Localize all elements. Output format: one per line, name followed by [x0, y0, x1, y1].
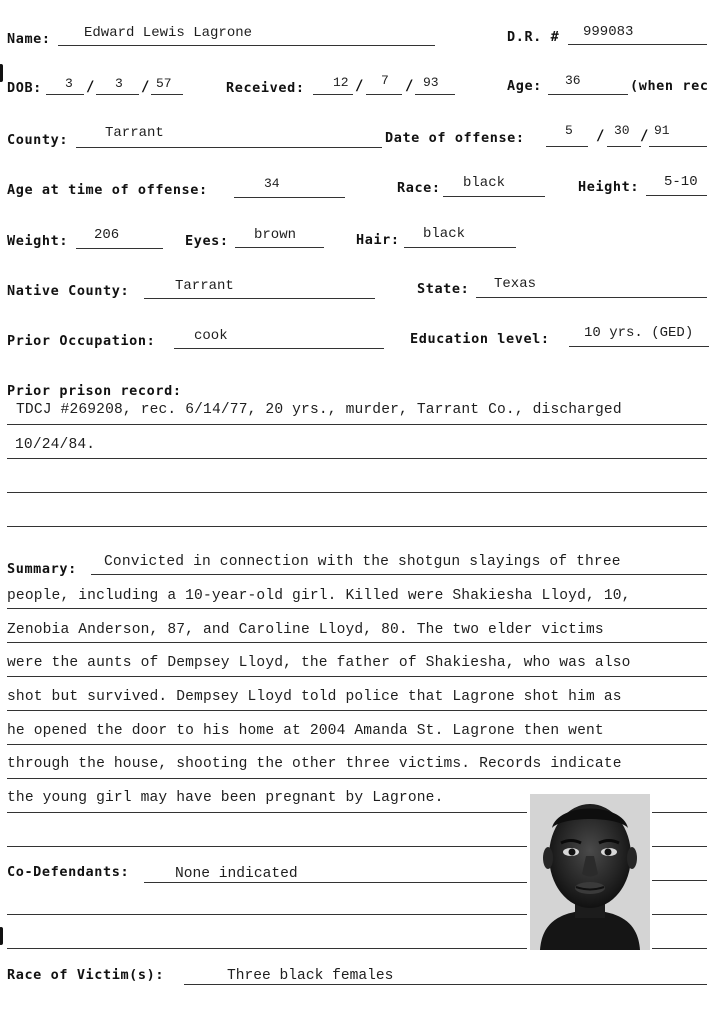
offense-year: 91 — [654, 123, 670, 138]
dob-month-underline — [46, 94, 84, 95]
offense-month-underline — [546, 146, 588, 147]
received-label: Received: — [226, 80, 305, 96]
state-label: State: — [417, 281, 470, 297]
prior-record-line: 10/24/84. — [15, 437, 96, 453]
race-of-victims-label: Race of Victim(s): — [7, 967, 165, 983]
inmate-photo — [530, 794, 650, 950]
offense-month: 5 — [565, 123, 573, 138]
prior-occupation-label: Prior Occupation: — [7, 333, 156, 349]
summary-line: were the aunts of Dempsey Lloyd, the father of Shakiesha, who was also — [7, 655, 631, 671]
dr-value: 999083 — [583, 24, 634, 40]
hair-value: black — [423, 226, 466, 242]
age-value: 36 — [565, 73, 581, 88]
name-label: Name: — [7, 31, 51, 47]
weight-underline — [76, 248, 163, 249]
binder-mark — [0, 64, 3, 82]
summary-label: Summary: — [7, 561, 77, 577]
received-year: 93 — [423, 75, 439, 90]
weight-label: Weight: — [7, 233, 69, 249]
received-slash: / — [405, 78, 414, 94]
age-at-offense-value: 34 — [264, 176, 280, 191]
height-label: Height: — [578, 179, 640, 195]
eyes-label: Eyes: — [185, 233, 229, 249]
received-slash: / — [355, 78, 364, 94]
height-value: 5-10 — [664, 174, 698, 190]
summary-rule — [7, 710, 707, 711]
received-month-underline — [313, 94, 353, 95]
eyes-value: brown — [254, 227, 297, 243]
prior-record-rule — [7, 424, 707, 425]
binder-mark — [0, 927, 3, 945]
age-underline — [548, 94, 628, 95]
prior-record-rule — [7, 458, 707, 459]
mugshot-image — [530, 794, 650, 950]
name-value: Edward Lewis Lagrone — [84, 25, 253, 41]
summary-line: people, including a 10-year-old girl. Killed were Shakiesha Lloyd, 10, — [7, 588, 631, 604]
hair-underline — [404, 247, 516, 248]
summary-rule — [91, 574, 707, 575]
weight-value: 206 — [94, 227, 120, 243]
prior-record-rule — [7, 492, 707, 493]
co-defendants-label: Co-Defendants: — [7, 864, 130, 880]
county-underline — [76, 147, 382, 148]
native-county-value: Tarrant — [175, 278, 234, 294]
summary-rule — [7, 846, 527, 847]
summary-rule — [7, 812, 527, 813]
prior-record-label: Prior prison record: — [7, 383, 182, 399]
county-value: Tarrant — [105, 125, 164, 141]
race-of-victims-value: Three black females — [227, 968, 394, 984]
co-defendants-rule — [7, 914, 527, 915]
age-at-offense-label: Age at time of offense: — [7, 182, 208, 198]
received-day: 7 — [381, 73, 389, 88]
dr-underline — [568, 44, 707, 45]
received-month: 12 — [333, 75, 349, 90]
hair-label: Hair: — [356, 232, 400, 248]
co-defendants-underline — [144, 882, 527, 883]
summary-rule — [7, 608, 707, 609]
prior-occupation-value: cook — [194, 328, 228, 344]
summary-line: the young girl may have been pregnant by Lagrone. — [7, 790, 444, 806]
prior-record-rule — [7, 526, 707, 527]
age-label: Age: — [507, 78, 542, 94]
age-note: (when rec — [630, 78, 709, 94]
state-value: Texas — [494, 276, 537, 292]
summary-line: he opened the door to his home at 2004 Amanda St. Lagrone then went — [7, 723, 604, 739]
summary-rule — [652, 846, 707, 847]
summary-rule — [7, 676, 707, 677]
co-defendants-rule — [652, 948, 707, 949]
education-value: 10 yrs. (GED) — [584, 325, 694, 341]
summary-rule — [7, 642, 707, 643]
dob-slash: / — [141, 79, 150, 95]
offense-slash: / — [596, 128, 605, 144]
state-underline — [476, 297, 707, 298]
education-underline — [569, 346, 709, 347]
summary-rule — [7, 778, 707, 779]
dob-slash: / — [86, 79, 95, 95]
age-at-offense-underline — [234, 197, 345, 198]
dr-label: D.R. # — [507, 29, 560, 45]
name-underline — [58, 45, 435, 46]
summary-line: through the house, shooting the other three victims. Records indicate — [7, 756, 622, 772]
co-defendants-underline — [652, 880, 707, 881]
date-of-offense-label: Date of offense: — [385, 130, 525, 146]
prior-occupation-underline — [174, 348, 384, 349]
dob-month: 3 — [65, 76, 73, 91]
county-label: County: — [7, 132, 69, 148]
co-defendants-rule — [7, 948, 527, 949]
native-county-label: Native County: — [7, 283, 130, 299]
prior-record-line: TDCJ #269208, rec. 6/14/77, 20 yrs., murder, Tarrant Co., discharged — [16, 402, 622, 418]
dob-day: 3 — [115, 76, 123, 91]
co-defendants-value: None indicated — [175, 866, 298, 882]
offense-slash: / — [640, 128, 649, 144]
education-label: Education level: — [410, 331, 550, 347]
race-of-victims-underline — [184, 984, 707, 985]
summary-rule — [7, 744, 707, 745]
received-year-underline — [415, 94, 455, 95]
race-underline — [443, 196, 545, 197]
summary-rule — [652, 812, 707, 813]
dob-label: DOB: — [7, 80, 42, 96]
native-county-underline — [144, 298, 375, 299]
dob-year-underline — [151, 94, 183, 95]
summary-line: Convicted in connection with the shotgun slayings of three — [104, 554, 621, 570]
offense-day: 30 — [614, 123, 630, 138]
offense-year-underline — [649, 146, 707, 147]
summary-line: shot but survived. Dempsey Lloyd told police that Lagrone shot him as — [7, 689, 622, 705]
eyes-underline — [235, 247, 324, 248]
dob-day-underline — [96, 94, 139, 95]
race-label: Race: — [397, 180, 441, 196]
dob-year: 57 — [156, 76, 172, 91]
received-day-underline — [366, 94, 402, 95]
offense-day-underline — [607, 146, 641, 147]
summary-line: Zenobia Anderson, 87, and Caroline Lloyd, 80. The two elder victims — [7, 622, 604, 638]
co-defendants-rule — [652, 914, 707, 915]
height-underline — [646, 195, 707, 196]
race-value: black — [463, 175, 506, 191]
